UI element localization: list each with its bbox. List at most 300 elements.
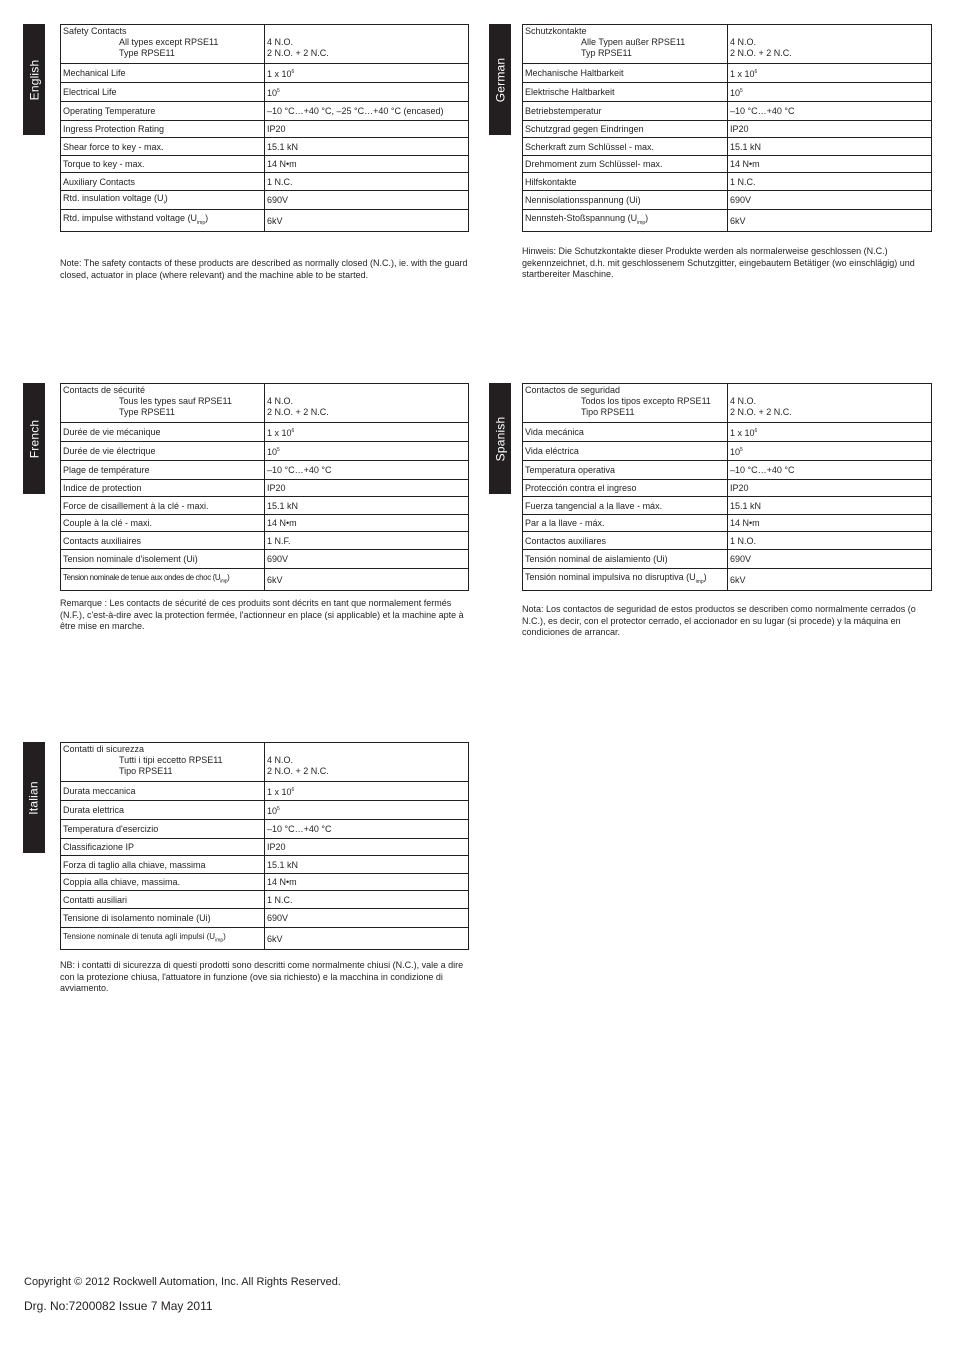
spec-value-cell — [728, 442, 932, 461]
spec-value: –10 °C…+40 °C — [730, 465, 795, 475]
spec-label: Durée de vie mécanique — [63, 427, 161, 437]
table-row — [523, 173, 932, 191]
table-row — [523, 83, 932, 102]
spec-label: Tensión nominal de aislamiento (Ui) — [525, 554, 668, 564]
spec-label-cell — [61, 173, 265, 191]
spec-value: 1 N.C. — [267, 894, 293, 905]
subscript: imp — [637, 219, 646, 226]
spec-label: Durée de vie électrique — [63, 446, 156, 456]
table-row — [523, 156, 932, 173]
spec-group-title: Schutzkontakte — [525, 26, 587, 36]
spec-label-cell — [523, 442, 728, 461]
table-row — [523, 461, 932, 480]
note-english: Note: The safety contacts of these products are described as normally closed (N.C.), ie. with the guard closed, actuator in place (where relevant) and the machine able to be started. — [60, 258, 468, 280]
spec-variant-value: 4 N.O. — [267, 755, 294, 765]
spec-label-cell — [61, 801, 265, 820]
spec-value-cell — [265, 839, 469, 856]
spec-value-cell — [265, 532, 469, 550]
spec-label-cell — [523, 173, 728, 191]
spec-value: 1 N.F. — [267, 535, 291, 546]
spec-label-cell — [523, 461, 728, 480]
spec-label: Contatti ausiliari — [63, 894, 128, 905]
spec-label: Vida mecánica — [525, 427, 584, 437]
spec-value: –10 °C…+40 °C — [267, 824, 332, 834]
spec-value: 14 N•m — [730, 159, 760, 169]
spec-label: Operating Temperature — [63, 106, 156, 116]
spec-value-cell — [265, 121, 469, 138]
spec-label: Tension nominale de tenue aux ondes de choc (U — [63, 573, 221, 583]
spec-label-cell — [61, 461, 265, 480]
spec-value: 690V — [267, 554, 289, 564]
spec-table-french — [60, 383, 469, 591]
table-row — [61, 782, 469, 801]
spec-value-cell — [265, 497, 469, 515]
spec-value: 690V — [267, 195, 289, 205]
spec-label-cell — [523, 102, 728, 121]
spec-label: Betriebstemperatur — [525, 106, 602, 116]
language-tab-english — [23, 24, 45, 135]
spec-label: Tensione di isolamento nominale (Ui) — [63, 913, 211, 923]
superscript: 6 — [291, 69, 295, 75]
spec-variant-value: 4 N.O. — [730, 37, 757, 47]
spec-label-cell — [523, 83, 728, 102]
table-row — [523, 191, 932, 210]
spec-value: 15.1 kN — [267, 500, 299, 511]
subscript: imp — [197, 219, 206, 226]
spec-table-english — [60, 24, 469, 232]
spec-label-cell — [61, 820, 265, 839]
spec-label: Plage de température — [63, 465, 150, 475]
spec-value: 690V — [730, 195, 752, 205]
spec-value-cell — [728, 156, 932, 173]
superscript: 6 — [291, 428, 295, 434]
spec-value-cell — [265, 856, 469, 874]
spec-label: Rtd. impulse withstand voltage (U — [63, 213, 198, 224]
language-label: French — [27, 419, 41, 458]
language-tab-italian — [23, 742, 45, 853]
spec-label: Tensión nominal impulsiva no disruptiva (U — [525, 572, 696, 583]
spec-value-cell — [265, 891, 469, 909]
superscript: 6 — [754, 428, 758, 434]
spec-label: Auxiliary Contacts — [63, 176, 136, 187]
table-row — [61, 480, 469, 497]
spec-value: 1 N.C. — [730, 176, 756, 187]
table-row — [61, 191, 469, 210]
spec-variant-value: 4 N.O. — [267, 396, 294, 406]
spec-variant-label: Tutti i tipi eccetto RPSE11 — [119, 755, 223, 765]
spec-group-title: Safety Contacts — [63, 26, 127, 36]
spec-value: –10 °C…+40 °C — [267, 465, 332, 475]
table-row — [523, 384, 932, 423]
table-row — [61, 173, 469, 191]
spec-label-cell — [523, 423, 728, 442]
spec-variant-label: Tous les types sauf RPSE11 — [119, 396, 232, 406]
table-row — [523, 550, 932, 569]
spec-label-cell — [61, 210, 265, 232]
spec-label-cell — [61, 532, 265, 550]
spec-label-cell — [61, 497, 265, 515]
subscript: i — [163, 199, 165, 206]
spec-value-cell — [265, 480, 469, 497]
spec-value-cell — [265, 25, 469, 64]
spec-value-cell — [265, 156, 469, 173]
table-row — [523, 210, 932, 232]
spec-value: 10 — [267, 806, 278, 816]
superscript: 6 — [754, 69, 758, 75]
table-row — [61, 384, 469, 423]
spec-value-cell — [728, 384, 932, 423]
spec-table-italian — [60, 742, 469, 950]
spec-label-cell — [523, 384, 728, 423]
table-row — [61, 497, 469, 515]
spec-label-cell — [61, 782, 265, 801]
spec-label-cell — [61, 909, 265, 928]
spec-value: 1 N.C. — [267, 176, 293, 187]
spec-label-cell — [523, 550, 728, 569]
spec-label: Nennisolationsspannung (Ui) — [525, 195, 641, 205]
spec-variant-label: All types except RPSE11 — [119, 37, 219, 47]
table-row — [523, 480, 932, 497]
spec-value-cell — [265, 928, 469, 950]
spec-table-spanish — [522, 383, 932, 591]
label-tail: ) — [703, 572, 707, 583]
spec-label: Protección contra el ingreso — [525, 483, 637, 493]
spec-label-cell — [523, 569, 728, 591]
spec-label-cell — [61, 191, 265, 210]
spec-variant-value: 2 N.O. + 2 N.C. — [730, 48, 792, 58]
spec-label-cell — [523, 156, 728, 173]
superscript: 5 — [277, 447, 280, 453]
spec-label-cell — [61, 839, 265, 856]
spec-variant-label: Tipo RPSE11 — [581, 407, 635, 417]
spec-variant-label: Type RPSE11 — [119, 48, 175, 58]
spec-value: 14 N•m — [267, 159, 297, 169]
spec-label-cell — [61, 25, 265, 64]
superscript: 5 — [740, 447, 743, 453]
spec-label: Schutzgrad gegen Eindringen — [525, 124, 644, 134]
table-row — [61, 138, 469, 156]
spec-value-cell — [265, 64, 469, 83]
spec-label-cell — [523, 25, 728, 64]
spec-value-cell — [728, 461, 932, 480]
spec-value-cell — [728, 532, 932, 550]
spec-label: Mechanische Haltbarkeit — [525, 68, 624, 78]
spec-value-cell — [728, 173, 932, 191]
spec-value-cell — [265, 384, 469, 423]
language-label: Spanish — [493, 416, 508, 461]
spec-variant-value: 2 N.O. + 2 N.C. — [267, 407, 329, 417]
language-label: German — [493, 57, 507, 102]
spec-value: IP20 — [267, 124, 286, 134]
spec-value: 14 N•m — [730, 518, 760, 528]
table-row — [61, 461, 469, 480]
table-row — [523, 497, 932, 515]
table-row — [61, 801, 469, 820]
spec-label: Temperatura d'esercizio — [63, 824, 159, 834]
spec-value: 10 — [267, 88, 278, 98]
spec-value-cell — [728, 102, 932, 121]
table-row — [61, 891, 469, 909]
spec-value-cell — [265, 210, 469, 232]
spec-value-cell — [265, 442, 469, 461]
spec-value: 14 N•m — [267, 877, 297, 887]
table-row — [523, 423, 932, 442]
spec-value: 10 — [730, 88, 741, 98]
spec-label: Fuerza tangencial a la llave - máx. — [525, 500, 663, 511]
spec-variant-label: Todos los tipos excepto RPSE11 — [581, 396, 711, 406]
note-german: Hinweis: Die Schutzkontakte dieser Produkte werden als normalerweise geschlossen (N.C.) gekennzeichnet, d.h. mit geschlossenem Schutzgitter, eingebautem Betätiger (wo einschlägig) und startbereiter Maschine. — [522, 246, 915, 279]
spec-value: 14 N•m — [267, 518, 297, 528]
subscript: imp — [695, 578, 704, 585]
spec-value-cell — [265, 173, 469, 191]
spec-label: Shear force to key - max. — [63, 141, 164, 152]
spec-value-cell — [265, 515, 469, 532]
spec-value-cell — [265, 569, 469, 591]
table-row — [61, 743, 469, 782]
spec-label-cell — [61, 515, 265, 532]
spec-label-cell — [523, 210, 728, 232]
note-spanish: Nota: Los contactos de seguridad de estos productos se describen como normalmente cerrados (o N.C.), es decir, con el protector cerrado, el accionador en su lugar (si procede) y la máquina en condiciones de arrancar. — [522, 604, 916, 637]
spec-label: Nennsteh-Stoßspannung (U — [525, 213, 638, 224]
spec-label-cell — [61, 480, 265, 497]
spec-label: Scherkraft zum Schlüssel - max. — [525, 141, 655, 152]
table-row — [61, 550, 469, 569]
spec-variant-value: 2 N.O. + 2 N.C. — [267, 48, 329, 58]
note-french: Remarque : Les contacts de sécurité de ces produits sont décrits en tant que normalement fermés (N.F.), c'est-à-dire avec la protection fermée, l'actionneur en place (si applicable) et la machine apte à être mise en marche. — [60, 598, 464, 631]
spec-value-cell — [728, 497, 932, 515]
table-row — [61, 423, 469, 442]
spec-label-cell — [523, 64, 728, 83]
spec-value-cell — [728, 515, 932, 532]
spec-label: Durata elettrica — [63, 805, 125, 815]
language-label: Italian — [27, 780, 42, 815]
spec-value-cell — [728, 138, 932, 156]
spec-value-cell — [265, 550, 469, 569]
spec-label: Durata meccanica — [63, 786, 136, 796]
spec-value-cell — [265, 909, 469, 928]
spec-value: 15.1 kN — [267, 859, 299, 870]
superscript: 6 — [291, 787, 295, 793]
spec-value: 1 N.O. — [730, 535, 757, 546]
spec-label: Classificazione IP — [63, 842, 135, 852]
table-row — [523, 515, 932, 532]
label-tail: ) — [223, 932, 226, 942]
spec-label: Tension nominale d'isolement (Ui) — [63, 554, 198, 564]
superscript: 5 — [277, 806, 280, 812]
spec-label-cell — [523, 121, 728, 138]
spec-value-cell — [265, 138, 469, 156]
table-row — [523, 25, 932, 64]
spec-value: IP20 — [267, 483, 286, 493]
spec-value: 15.1 kN — [730, 141, 762, 152]
note-italian: NB: i contatti di sicurezza di questi prodotti sono descritti come normalmente chiusi (N.C.), vale a dire con la protezione chiusa, l'attuatore in funzione (ove sia richiesto) e la macchina in condizione di avviamento. — [60, 960, 464, 993]
spec-variant-value: 4 N.O. — [267, 37, 294, 47]
table-row — [61, 121, 469, 138]
spec-label: Mechanical Life — [63, 68, 126, 78]
spec-value: 15.1 kN — [267, 141, 299, 152]
table-row — [61, 928, 469, 950]
spec-label-cell — [61, 423, 265, 442]
spec-value-cell — [728, 569, 932, 591]
spec-value: 10 — [730, 447, 741, 457]
spec-value: 6kV — [267, 574, 283, 585]
spec-label-cell — [61, 569, 265, 591]
spec-value-cell — [265, 820, 469, 839]
spec-value: 1 x 10 — [730, 428, 755, 438]
spec-label-cell — [61, 64, 265, 83]
spec-label: Drehmoment zum Schlüssel- max. — [525, 159, 663, 169]
spec-value: IP20 — [730, 124, 749, 134]
table-row — [61, 532, 469, 550]
spec-label: Rtd. insulation voltage (U — [63, 192, 164, 203]
language-tab-french — [23, 383, 45, 494]
spec-label: Elektrische Haltbarkeit — [525, 87, 615, 97]
spec-label: Electrical Life — [63, 87, 117, 97]
superscript: 5 — [740, 88, 743, 94]
spec-value: IP20 — [267, 842, 286, 852]
spec-value: –10 °C…+40 °C — [730, 106, 795, 116]
table-row — [61, 909, 469, 928]
spec-value: 6kV — [730, 215, 746, 226]
spec-value: 1 x 10 — [267, 428, 292, 438]
table-row — [523, 121, 932, 138]
label-tail: ) — [645, 213, 649, 224]
spec-value: IP20 — [730, 483, 749, 493]
spec-value-cell — [728, 25, 932, 64]
spec-label-cell — [61, 743, 265, 782]
spec-value-cell — [265, 102, 469, 121]
drawing-number: Drg. No:7200082 Issue 7 May 2011 — [24, 1299, 213, 1313]
spec-label: Hilfskontakte — [525, 176, 577, 187]
spec-value-cell — [728, 210, 932, 232]
spec-label: Force de cisaillement à la clé - maxi. — [63, 500, 209, 511]
table-row — [61, 64, 469, 83]
spec-value: –10 °C…+40 °C, –25 °C…+40 °C (encased) — [267, 106, 444, 116]
spec-label-cell — [523, 515, 728, 532]
spec-value: 6kV — [730, 574, 746, 585]
table-row — [523, 138, 932, 156]
table-row — [523, 64, 932, 83]
spec-label: Forza di taglio alla chiave, massima — [63, 859, 206, 870]
spec-value-cell — [265, 801, 469, 820]
spec-value: 1 x 10 — [267, 69, 292, 79]
spec-label-cell — [523, 191, 728, 210]
spec-value: 690V — [730, 554, 752, 564]
spec-value: 1 x 10 — [730, 69, 755, 79]
table-row — [523, 569, 932, 591]
spec-value: 10 — [267, 447, 278, 457]
spec-label-cell — [523, 497, 728, 515]
spec-label: Par a la llave - máx. — [525, 518, 605, 528]
spec-label-cell — [61, 550, 265, 569]
spec-value: 6kV — [267, 933, 283, 944]
spec-label: Ingress Protection Rating — [63, 124, 165, 134]
spec-table-german — [522, 24, 932, 232]
spec-value-cell — [265, 874, 469, 891]
table-row — [61, 210, 469, 232]
spec-label-cell — [61, 442, 265, 461]
copyright-text: Copyright © 2012 Rockwell Automation, Inc. All Rights Reserved. — [24, 1276, 341, 1288]
table-row — [61, 839, 469, 856]
spec-label-cell — [61, 856, 265, 874]
spec-label-cell — [61, 874, 265, 891]
language-tab-german — [489, 24, 511, 135]
spec-variant-value: 2 N.O. + 2 N.C. — [267, 766, 329, 776]
table-row — [61, 874, 469, 891]
table-row — [61, 83, 469, 102]
label-tail: ) — [227, 573, 230, 583]
spec-label-cell — [61, 83, 265, 102]
spec-label: Temperatura operativa — [525, 465, 616, 475]
spec-label-cell — [61, 928, 265, 950]
spec-variant-label: Tipo RPSE11 — [119, 766, 173, 776]
spec-label: Contactos auxiliares — [525, 535, 607, 546]
spec-label: Tensione nominale di tenuta agli impulsi (U — [63, 932, 216, 942]
label-tail: ) — [205, 213, 209, 224]
spec-label-cell — [523, 480, 728, 497]
spec-value-cell — [265, 782, 469, 801]
table-row — [523, 442, 932, 461]
spec-label-cell — [61, 121, 265, 138]
spec-variant-value: 4 N.O. — [730, 396, 757, 406]
spec-value-cell — [728, 480, 932, 497]
superscript: 5 — [277, 88, 280, 94]
spec-label-cell — [61, 102, 265, 121]
spec-label-cell — [61, 891, 265, 909]
spec-variant-label: Typ RPSE11 — [581, 48, 632, 58]
spec-value: 1 x 10 — [267, 787, 292, 797]
subscript: imp — [220, 578, 228, 585]
subscript: imp — [215, 937, 224, 944]
spec-value: 6kV — [267, 215, 283, 226]
spec-value-cell — [728, 121, 932, 138]
spec-value-cell — [265, 83, 469, 102]
spec-value-cell — [728, 550, 932, 569]
spec-value-cell — [728, 64, 932, 83]
spec-label-cell — [523, 138, 728, 156]
spec-value-cell — [265, 743, 469, 782]
table-row — [61, 102, 469, 121]
table-row — [61, 25, 469, 64]
table-row — [61, 820, 469, 839]
language-label: English — [27, 59, 42, 100]
spec-label: Vida eléctrica — [525, 446, 579, 456]
table-row — [523, 532, 932, 550]
spec-value: 690V — [267, 913, 289, 923]
table-row — [61, 515, 469, 532]
table-row — [61, 156, 469, 173]
spec-variant-label: Type RPSE11 — [119, 407, 175, 417]
table-row — [523, 102, 932, 121]
spec-group-title: Contactos de seguridad — [525, 385, 621, 395]
label-tail: ) — [164, 192, 168, 203]
spec-variant-value: 2 N.O. + 2 N.C. — [730, 407, 792, 417]
spec-value: 15.1 kN — [730, 500, 762, 511]
spec-label-cell — [61, 384, 265, 423]
spec-label-cell — [61, 156, 265, 173]
spec-label: Coppia alla chiave, massima. — [63, 877, 181, 887]
spec-value-cell — [265, 191, 469, 210]
spec-label: Couple à la clé - maxi. — [63, 518, 153, 528]
table-row — [61, 856, 469, 874]
spec-value-cell — [728, 191, 932, 210]
spec-label-cell — [61, 138, 265, 156]
spec-value-cell — [728, 423, 932, 442]
table-row — [61, 442, 469, 461]
spec-value-cell — [728, 83, 932, 102]
spec-label-cell — [523, 532, 728, 550]
spec-group-title: Contatti di sicurezza — [63, 744, 145, 754]
